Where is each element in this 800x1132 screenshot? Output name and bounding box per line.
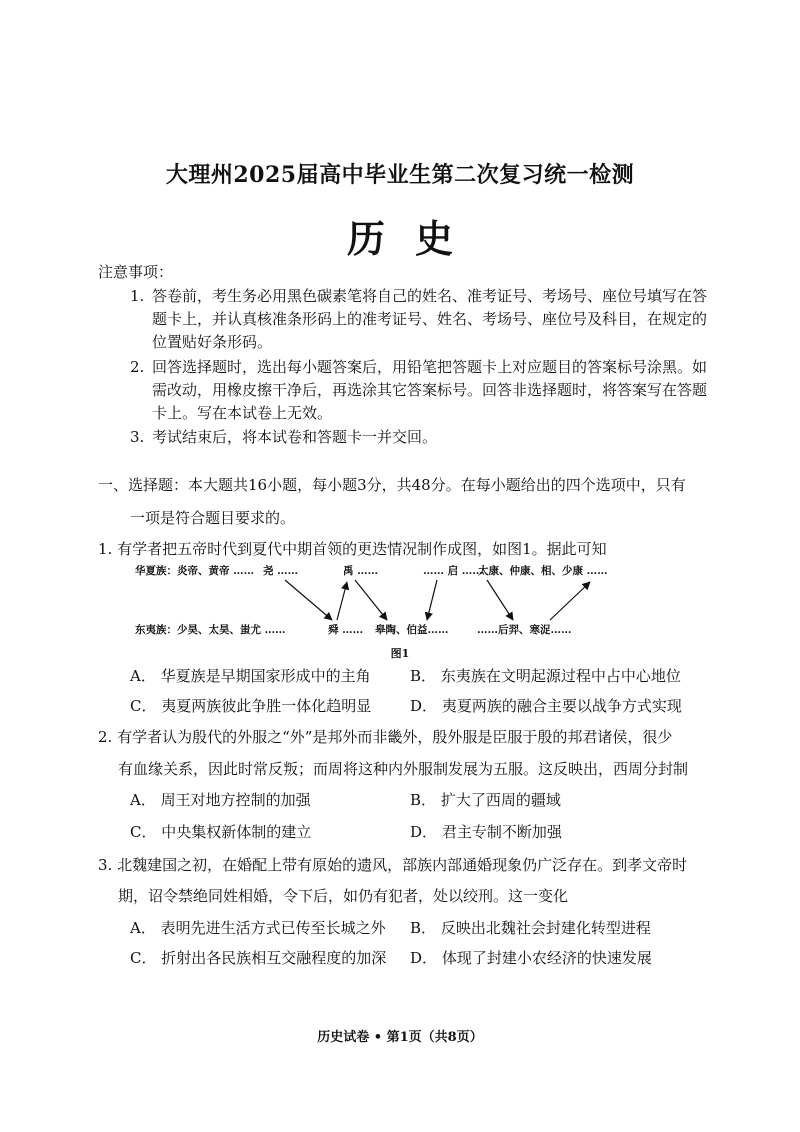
dongyi-node: 少昊、太昊、蚩尤 …… bbox=[177, 624, 286, 636]
option-text: 华夏族是早期国家形成中的主角 bbox=[160, 667, 371, 685]
option-label: D． bbox=[410, 823, 438, 841]
option-text: 表明先进生活方式已传至长城之外 bbox=[160, 919, 386, 937]
question-1-option-d[interactable] bbox=[410, 695, 682, 716]
question-2-option-b[interactable] bbox=[410, 789, 561, 810]
figure-caption: 图1 bbox=[390, 647, 410, 660]
arrow-shun-to-yu bbox=[337, 582, 347, 620]
subject-title: 历史 bbox=[346, 216, 483, 261]
question-2-stem-line1: 2. 有学者认为殷代的外服之“外”是邦外而非畿外，殷外服是臣服于殷的邦君诸侯，很少 bbox=[98, 728, 673, 746]
question-3-stem-line2: 期，诏令禁绝同姓相婚，令下后，如仍有犯者，处以绞刑。这一变化 bbox=[118, 887, 569, 905]
notice-item-number: 3. bbox=[130, 428, 145, 446]
huaxia-node: …… 启 …… bbox=[423, 565, 483, 577]
dongyi-node: ……后羿、寒浞…… bbox=[477, 624, 572, 636]
arrow-qi-to-boyi bbox=[427, 580, 437, 620]
question-2-option-d[interactable] bbox=[410, 821, 562, 842]
option-text: 周王对地方控制的加强 bbox=[160, 791, 311, 809]
option-text: 君主专制不断加强 bbox=[441, 823, 562, 841]
option-text: 夷夏两族彼此争胜一体化趋明显 bbox=[161, 697, 372, 715]
notice-item-text: 考试结束后，将本试卷和答题卡一并交回。 bbox=[152, 428, 438, 446]
option-label: A． bbox=[130, 791, 156, 809]
notice-item-number: 2. bbox=[130, 358, 145, 376]
notice-item bbox=[130, 356, 710, 425]
huaxia-node: 炎帝、黄帝 …… bbox=[177, 565, 255, 577]
section-heading-line2: 一项是符合题目要求的。 bbox=[130, 509, 296, 527]
notice-item bbox=[130, 285, 710, 354]
dongyi-node: 皋陶、伯益…… bbox=[375, 624, 449, 636]
question-3-option-a[interactable] bbox=[130, 917, 386, 938]
dongyi-node: 舜 …… bbox=[328, 624, 364, 636]
option-text: 夷夏两族的融合主要以战争方式实现 bbox=[441, 697, 682, 715]
question-1-stem: 1. 有学者把五帝时代到夏代中期首领的更迭情况制作成图，如图1。据此可知 bbox=[98, 540, 607, 558]
section-heading-line1: 一、选择题：本大题共16小题，每小题3分，共48分。在每小题给出的四个选项中，只有 bbox=[98, 476, 686, 494]
succession-diagram bbox=[135, 560, 695, 680]
question-3-option-b[interactable] bbox=[410, 917, 651, 938]
question-2-option-c[interactable] bbox=[130, 821, 311, 842]
arrow-hanzhuo-to-shaokang bbox=[550, 582, 590, 620]
option-label: A． bbox=[130, 667, 156, 685]
exam-title: 大理州2025届高中毕业生第二次复习统一检测 bbox=[165, 162, 635, 188]
option-label: C． bbox=[130, 823, 157, 841]
option-text: 中央集权新体制的建立 bbox=[161, 823, 312, 841]
question-3-option-c[interactable] bbox=[130, 947, 386, 968]
option-label: B． bbox=[410, 791, 437, 809]
option-text: 体现了封建小农经济的快速发展 bbox=[441, 949, 652, 967]
option-label: C． bbox=[130, 697, 157, 715]
option-label: C． bbox=[130, 949, 157, 967]
page-footer: 历史试卷 • 第1页（共8页） bbox=[317, 1030, 483, 1045]
option-label: D． bbox=[410, 697, 438, 715]
notice-item bbox=[130, 426, 710, 449]
dongyi-label: 东夷族： bbox=[135, 624, 177, 636]
question-2-option-a[interactable] bbox=[130, 789, 311, 810]
arrow-yao-to-shun bbox=[285, 580, 332, 620]
question-3-option-d[interactable] bbox=[410, 947, 652, 968]
option-text: 扩大了西周的疆域 bbox=[440, 791, 561, 809]
arrow-yu-to-gaoyao bbox=[355, 580, 387, 620]
option-text: 东夷族在文明起源过程中占中心地位 bbox=[440, 667, 681, 685]
notice-heading: 注意事项： bbox=[98, 263, 174, 281]
question-2-stem-line2: 有血缘关系，因此时常反叛；而周将这种内外服制发展为五服。这反映出，西周分封制 bbox=[118, 760, 689, 778]
option-label: B． bbox=[410, 667, 437, 685]
option-label: D． bbox=[410, 949, 438, 967]
question-1-option-b[interactable] bbox=[410, 665, 681, 686]
notice-item-text: 答卷前，考生务必用黑色碳素笔将自己的姓名、准考证号、考场号、座位号填写在答题卡上，并认真核准条形码上的准考证号、姓名、考场号、座位号及科目，在规定的位置贴好条形码。 bbox=[152, 287, 708, 351]
huaxia-label: 华夏族： bbox=[135, 565, 177, 577]
notice-item-number: 1. bbox=[130, 287, 145, 305]
arrow-taikang-to-houyi bbox=[487, 580, 513, 620]
option-text: 折射出各民族相互交融程度的加深 bbox=[161, 949, 387, 967]
option-label: A． bbox=[130, 919, 156, 937]
option-label: B． bbox=[410, 919, 437, 937]
question-1-option-c[interactable] bbox=[130, 695, 371, 716]
notice-item-text: 回答选择题时，选出每小题答案后，用铅笔把答题卡上对应题目的答案标号涂黑。如需改动，用橡皮擦干净后，再选涂其它答案标号。回答非选择题时，将答案写在答题卡上。写在本试卷上无效。 bbox=[152, 358, 708, 422]
huaxia-node: 禹 …… bbox=[343, 565, 379, 577]
huaxia-node: 太康、仲康、相、少康 …… bbox=[478, 565, 608, 577]
huaxia-node: 尧 …… bbox=[263, 565, 299, 577]
question-1-option-a[interactable] bbox=[130, 665, 371, 686]
question-3-stem-line1: 3. 北魏建国之初，在婚配上带有原始的遗风，部族内部通婚现象仍广泛存在。到孝文帝时 bbox=[98, 856, 688, 874]
option-text: 反映出北魏社会封建化转型进程 bbox=[440, 919, 651, 937]
